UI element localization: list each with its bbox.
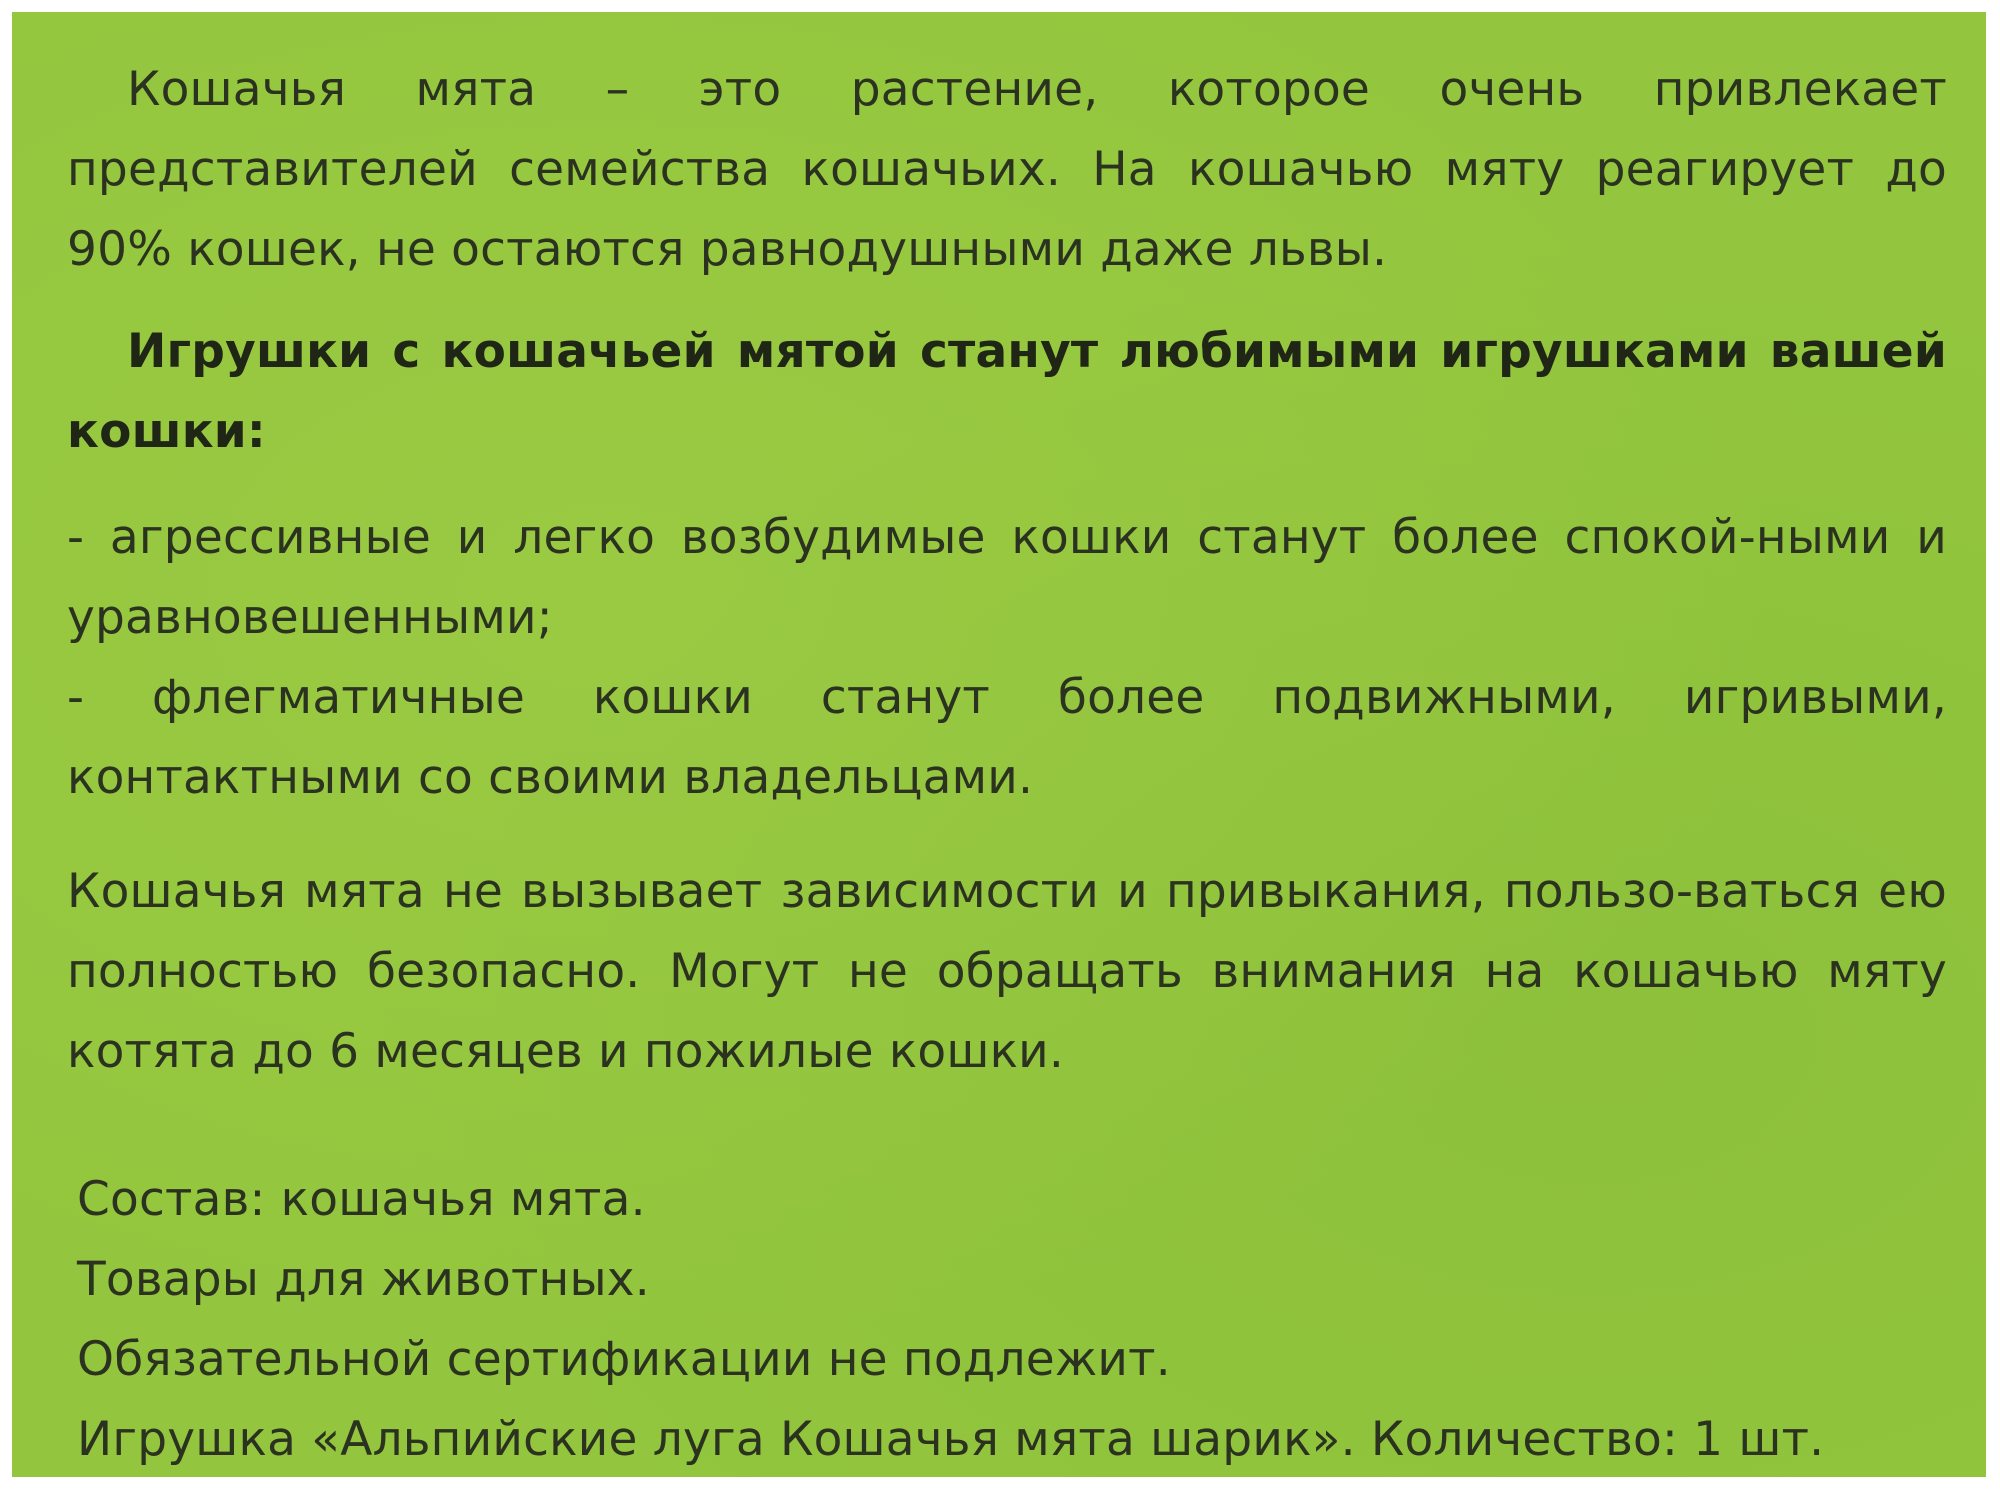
benefit-item-active: - флегматичные кошки станут более подвижными, игривыми, контактными со своими владельцами. [67, 670, 1947, 805]
benefits-list [67, 498, 1947, 818]
intro-paragraph: Кошачья мята – это растение, которое очень привлекает представителей семейства кошачьих. На кошачью мяту реагирует до 90% кошек, не остаются равнодушными даже львы. [67, 62, 1947, 277]
benefits-heading: Игрушки с кошачьей мятой станут любимыми игрушками вашей кошки: [67, 324, 1947, 459]
composition-line: Состав: кошачья мята. [77, 1172, 646, 1227]
certification-line: Обязательной сертификации не подлежит. [77, 1332, 1171, 1387]
category-line: Товары для животных. [77, 1252, 650, 1307]
product-name-line: Игрушка «Альпийские луга Кошачья мята шарик». Количество: 1 шт. [77, 1412, 1825, 1467]
product-label-card [12, 12, 1986, 1477]
product-details [77, 1160, 1957, 1480]
benefit-item-calm: - агрессивные и легко возбудимые кошки станут более спокой-ными и уравновешенными; [67, 510, 1947, 645]
safety-paragraph: Кошачья мята не вызывает зависимости и привыкания, пользо-ваться ею полностью безопасно. Могут не обращать внимания на кошачью мяту котята до 6 месяцев и пожилые кошки. [67, 864, 1947, 1079]
